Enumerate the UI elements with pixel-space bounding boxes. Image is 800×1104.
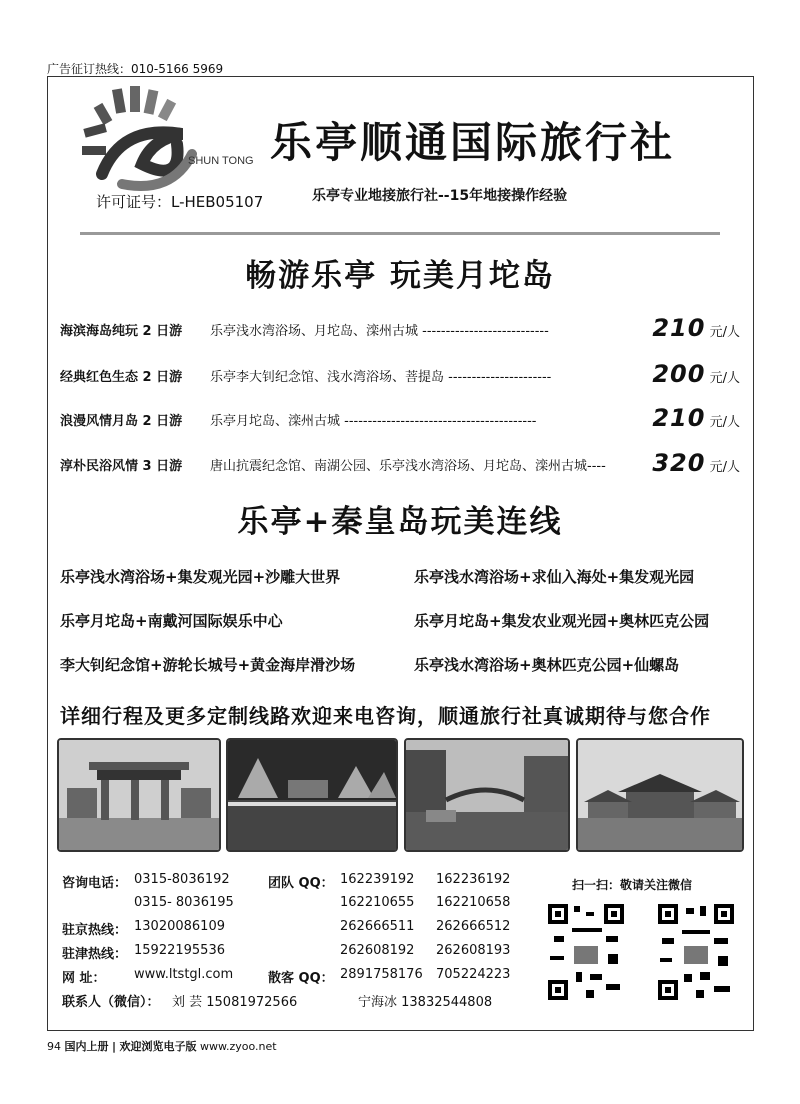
contact-person-1: 刘 芸 15081972566	[172, 995, 298, 1010]
photo-ancient-town	[404, 738, 570, 852]
combo-route: 李大钊纪念馆+游轮长城号+黄金海岸滑沙场	[60, 656, 356, 674]
route-unit: 元/人	[709, 415, 740, 430]
consult-phone-1: 0315-8036192	[134, 872, 230, 887]
route-spots: 乐亭浅水湾浴场、月坨岛、滦州古城 ---------------------------	[210, 324, 549, 339]
route-name: 浪漫风情月岛 2 日游	[60, 414, 183, 429]
route-price: 320	[652, 449, 706, 477]
route-unit: 元/人	[709, 325, 740, 340]
visitor-qq: 705224223	[436, 967, 511, 982]
consult-label: 咨询电话：	[62, 876, 128, 891]
route-price: 210	[652, 404, 706, 432]
company-name: 乐亭顺通国际旅行社	[270, 118, 676, 167]
section-name: 国内上册	[64, 1040, 109, 1053]
route-spots: 乐亭李大钊纪念馆、浅水湾浴场、菩提岛 ----------------------	[210, 370, 552, 385]
headline-qinhuangdao: 乐亭+秦皇岛玩美连线	[237, 504, 563, 540]
website-label: 网 址：	[62, 971, 106, 986]
page-number: 94	[47, 1040, 61, 1053]
route-name: 海滨海岛纯玩 2 日游	[60, 324, 183, 339]
beijing-phone: 13020086109	[134, 919, 225, 934]
combo-route: 乐亭月坨岛+南戴河国际娱乐中心	[60, 612, 283, 630]
tianjin-label: 驻津热线：	[62, 947, 128, 962]
group-qq: 262608192	[340, 943, 415, 958]
tianjin-phone: 15922195536	[134, 943, 225, 958]
combo-route: 乐亭浅水湾浴场+集发观光园+沙雕大世界	[60, 568, 341, 586]
route-name: 经典红色生态 2 日游	[60, 370, 183, 385]
wechat-qr-code[interactable]	[656, 902, 736, 1002]
route-row	[60, 449, 740, 477]
wechat-qr-code[interactable]	[546, 902, 626, 1002]
headline-yuetuo: 畅游乐亭 玩美月坨岛	[245, 258, 555, 294]
route-unit: 元/人	[709, 371, 740, 386]
group-qq: 262666512	[436, 919, 511, 934]
route-row	[60, 360, 740, 388]
route-price: 210	[652, 314, 706, 342]
beijing-label: 驻京热线：	[62, 923, 128, 938]
visitor-qq-label: 散客 QQ：	[268, 971, 334, 986]
slogan: 详细行程及更多定制线路欢迎来电咨询，顺通旅行社真诚期待与您合作	[60, 704, 711, 728]
consult-phone-2: 0315- 8036195	[134, 895, 234, 910]
route-price: 200	[652, 360, 706, 388]
divider	[80, 232, 720, 235]
group-qq: 162236192	[436, 872, 511, 887]
combo-route: 乐亭浅水湾浴场+奥林匹克公园+仙螺岛	[414, 656, 680, 674]
route-unit: 元/人	[709, 460, 740, 475]
group-qq: 162210658	[436, 895, 511, 910]
combo-route: 乐亭浅水湾浴场+求仙入海处+集发观光园	[414, 568, 695, 586]
contact-person-label: 联系人（微信）：	[62, 995, 160, 1010]
footer-promo: 欢迎浏览电子版	[119, 1040, 197, 1053]
group-qq-label: 团队 QQ：	[268, 876, 334, 891]
logo-brand-text: SHUN TONG	[188, 155, 254, 167]
footer-site-link[interactable]: www.zyoo.net	[200, 1040, 277, 1053]
group-qq: 262666511	[340, 919, 415, 934]
ad-hotline: 广告征订热线：010-5166 5969	[47, 62, 224, 76]
photo-temple	[576, 738, 744, 852]
route-spots: 乐亭月坨岛、滦州古城 -----------------------------------------	[210, 414, 537, 429]
license-number: 许可证号：L-HEB05107	[96, 193, 264, 211]
contact-person-2: 宁海冰 13832544808	[358, 995, 493, 1010]
combo-route: 乐亭月坨岛+集发农业观光园+奥林匹克公园	[414, 612, 710, 630]
route-spots: 唐山抗震纪念馆、南湖公园、乐亭浅水湾浴场、月坨岛、滦州古城----	[210, 459, 606, 474]
group-qq: 262608193	[436, 943, 511, 958]
photo-night-resort	[226, 738, 398, 852]
visitor-qq: 2891758176	[340, 967, 423, 982]
scan-wechat-text: 扫一扫：敬请关注微信	[572, 878, 693, 892]
footer-separator: |	[112, 1040, 117, 1053]
route-row	[60, 314, 740, 342]
tagline: 乐亭专业地接旅行社--15年地接操作经验	[312, 188, 568, 204]
website-link[interactable]: www.ltstgl.com	[134, 967, 234, 982]
route-row	[60, 404, 740, 432]
group-qq: 162210655	[340, 895, 415, 910]
route-name: 淳朴民浴风情 3 日游	[60, 459, 183, 474]
page-footer	[47, 1038, 277, 1054]
photo-gate	[57, 738, 221, 852]
group-qq: 162239192	[340, 872, 415, 887]
